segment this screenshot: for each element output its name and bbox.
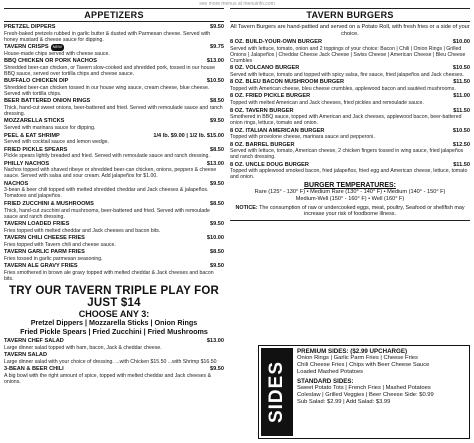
- appetizer-description: Fries smothered in brown ale gravy topped with melted cheddar & Jack cheeses and bacon bits.: [4, 269, 214, 282]
- appetizer-price: $9.50: [210, 118, 224, 125]
- appetizer-description: Fries tossed in garlic parmesan seasoning.: [4, 255, 103, 262]
- appetizer-row: [4, 24, 224, 31]
- premium-sides-line: Chili Cheese Fries | Chips with Beer Cheese Sauce: [297, 362, 430, 368]
- appetizer-price: $8.50: [210, 249, 224, 256]
- burger-price: $11.50: [453, 161, 470, 168]
- appetizer-description: Served with cocktail sauce and lemon wedge.: [4, 139, 109, 146]
- burger-row: [230, 39, 470, 46]
- sides-vertical-label: SIDES: [266, 360, 287, 424]
- burger-row: [230, 79, 470, 86]
- sides-box: [258, 345, 470, 439]
- salad-price: $9.50: [210, 366, 224, 373]
- salad-row: [4, 366, 224, 373]
- appetizer-price: $8.50: [210, 146, 224, 153]
- appetizer-description: Thick, hand-cut sweet onions, beer-battered and fried. Served with remoulade sauce and ranch dressing.: [4, 104, 223, 117]
- appetizer-row: [4, 58, 224, 65]
- burger-name: 8 OZ. BLEU BACON MUSHROOM BURGER: [230, 79, 345, 86]
- triple-play-line-2: Fried Pickle Spears | Fried Zucchini | Fried Mushrooms: [20, 326, 208, 336]
- appetizer-row: [4, 221, 224, 228]
- appetizer-description: 3-bean & beer chili topped with melted shredded cheddar and Jack cheeses & jalapeños. Tomatoes and jalapeños.: [4, 187, 209, 200]
- appetizer-description: Served with marinara sauce for dipping.: [4, 125, 96, 132]
- burger-row: [230, 65, 470, 72]
- burger-price: $11.00: [453, 93, 470, 100]
- burger-name: 8 OZ. FRIED PICKLE BURGER: [230, 93, 311, 100]
- salad-description: Large dinner salad topped with ham, bacon, Jack & cheddar cheese.: [4, 344, 162, 351]
- burger-description: Topped with applewood smoked bacon, fried jalapeños, fried egg and American cheese, lettuce, tomato and onion.: [230, 168, 468, 181]
- appetizer-name: BEER BATTERED ONION RINGS: [4, 98, 91, 105]
- salad-description: A big bowl with the right amount of spice, topped with melted cheddar and Jack cheeses & onions.: [4, 372, 212, 385]
- appetizer-name: NACHOS: [4, 180, 29, 187]
- appetizer-name: FRIED ZUCCHINI & MUSHROOMS: [4, 200, 94, 207]
- appetizer-row: [4, 263, 224, 270]
- notice-label: NOTICE:: [235, 205, 258, 212]
- appetizer-name: TAVERN CHILI CHEESE FRIES: [4, 235, 85, 242]
- burger-description: Served with lettuce, tomato, American cheese, 2 chicken fingers tossed in wing sauce, fried jalapeños and ranch dressing.: [230, 148, 464, 161]
- appetizer-name: PEEL & EAT SHRIMP: [4, 132, 60, 139]
- appetizer-name: TAVERN CRISPS: [4, 44, 49, 51]
- salad-row: [4, 338, 224, 345]
- burger-description: Topped with melted American and Jack cheeses, fried pickles and remoulade sauce.: [230, 100, 424, 107]
- triple-play-subtitle: CHOOSE ANY 3:: [78, 308, 150, 319]
- standard-sides-line: Sub Salad: $2.99 | Add Salad: $3.99: [297, 399, 391, 405]
- appetizer-row: [4, 78, 224, 85]
- premium-sides-heading: PREMIUM SIDES: ($2.99 UPCHARGE): [297, 348, 408, 355]
- appetizer-list: [4, 24, 224, 282]
- appetizer-price: $13.00: [206, 58, 224, 65]
- burger-name: 8 OZ. UNCLE DOUG BURGER: [230, 161, 309, 168]
- burger-name: 8 OZ. BUILD-YOUR-OWN BURGER: [230, 39, 322, 46]
- burger-price: $11.50: [453, 107, 470, 114]
- appetizer-description: Fries topped with Tavern chili and cheese sauce.: [4, 241, 116, 248]
- appetizer-row: [4, 161, 224, 168]
- burger-list: [230, 39, 470, 180]
- appetizer-price: 1/4 lb. $9.00 | 1/2 lb. $15.00: [153, 132, 224, 139]
- appetizer-row: [4, 98, 224, 105]
- appetizer-description: Fresh-baked pretzels rubbed in garlic butter & dusted with Parmesan cheese. Served with honey mustard & cheese sauce for dipping.: [4, 30, 211, 43]
- burger-description: Topped with provolone cheese, marinara sauce and pepperoni.: [230, 134, 375, 141]
- triple-play-line-1: Pretzel Dippers | Mozzarella Sticks | Onion Rings: [30, 317, 198, 327]
- appetizer-description: Shredded beer-can chicken, or Tavern slow-cooked and shredded pork, tossed in our house BBQ sauce, served over tortilla chips and cheese sauce.: [4, 64, 215, 77]
- premium-sides-list: [297, 355, 467, 376]
- sides-content: [297, 348, 467, 406]
- salad-name: TAVERN CHEF SALAD: [4, 338, 64, 345]
- appetizer-name: TAVERN GARLIC PARM FRIES: [4, 249, 85, 256]
- appetizer-name: MOZZARELLA STICKS: [4, 118, 65, 125]
- appetizer-price: $13.00: [206, 160, 224, 167]
- appetizer-name: FRIED PICKLE SPEARS: [4, 146, 68, 153]
- salad-price: $13.00: [206, 338, 224, 345]
- new-badge: NEW: [52, 44, 62, 50]
- appetizer-row: [4, 147, 224, 154]
- salad-name: 3-BEAN & BEER CHILI: [4, 366, 64, 373]
- right-column: [230, 8, 470, 221]
- burger-price: $12.50: [452, 141, 470, 148]
- salad-description: Large dinner salad with your choice of dressing. ...with Chicken $15.50 ...with Shrimp $16.50: [4, 358, 217, 365]
- appetizer-row: [4, 133, 224, 140]
- burger-row: [230, 128, 470, 135]
- appetizer-price: $9.50: [210, 221, 224, 228]
- notice-block: [230, 205, 470, 221]
- burger-description: Topped with American cheese, bleu cheese crumbles, applewood bacon and sautéed mushrooms.: [230, 85, 456, 92]
- sides-vertical-banner: [261, 348, 293, 436]
- standard-sides-line: Coleslaw | Grilled Veggies | Beer Cheese Side: $0.99: [297, 392, 434, 398]
- burger-name: 8 OZ. BARREL BURGER: [230, 141, 295, 148]
- appetizer-description: Pickle spears lightly breaded and fried. Served with remoulade sauce and ranch dressing.: [4, 153, 210, 160]
- premium-sides-line: Onion Rings | Garlic Parm Fries | Cheese Fries: [297, 355, 418, 361]
- salad-row: [4, 352, 224, 359]
- burger-row: [230, 93, 470, 100]
- appetizer-price: $10.00: [206, 235, 224, 242]
- premium-sides-line: Loaded Mashed Potatoes: [297, 369, 364, 375]
- salad-name: TAVERN SALAD: [4, 352, 47, 359]
- burger-description: Served with lettuce, tomato, onion and 2 toppings of your choice: Bacon | Chili | Onion Rings | Grilled Onions | Jalapeños | Cheddar Cheese Jack Cheese | Swiss Cheese | American Cheese | Bleu Cheese Crumbles: [230, 45, 466, 64]
- burger-name: 8 OZ. VOLCANO BURGER: [230, 65, 300, 72]
- appetizer-description: Fries topped with melted cheddar and Jack cheeses and bacon bits.: [4, 227, 161, 234]
- appetizer-price: $9.50: [210, 180, 224, 187]
- burger-row: [230, 108, 470, 115]
- burger-row: [230, 142, 470, 149]
- appetizer-name: BUFFALO CHICKEN DIP: [4, 78, 69, 85]
- burger-price: $10.50: [452, 127, 470, 134]
- burger-price: $11.50: [453, 79, 470, 86]
- appetizer-price: $9.50: [210, 263, 224, 270]
- triple-play-title: TRY OUR TAVERN TRIPLE PLAY FOR JUST $14: [8, 284, 220, 309]
- appetizer-row: [4, 181, 224, 188]
- burgers-intro: All Tavern Burgers are hand-pattied and served on a Potato Roll, with fresh fries or a side of your choice.: [230, 24, 470, 37]
- appetizer-row: [4, 235, 224, 242]
- appetizer-price: $9.50: [210, 24, 224, 30]
- appetizer-description: Nachos topped with shaved ribeye or shredded beer-can chicken, onions, peppers & cheese sauce. Served with salsa and sour cream. Add jalapeños for $1.00.: [4, 167, 217, 180]
- standard-sides-heading: STANDARD SIDES:: [297, 378, 354, 385]
- appetizer-row: [4, 44, 224, 51]
- standard-sides-line: Sweet Potato Tots | French Fries | Mashed Potatoes: [297, 385, 431, 391]
- burgers-heading: TAVERN BURGERS: [230, 8, 470, 22]
- appetizer-description: Shredded beer-can chicken tossed in our house wing sauce, cream cheese, blue cheese. Served with tortilla chips.: [4, 84, 210, 97]
- appetizers-heading: APPETIZERS: [4, 8, 224, 22]
- appetizer-price: $10.50: [206, 78, 224, 85]
- appetizer-name: PHILLY NACHOS: [4, 160, 50, 167]
- burger-price: $10.50: [452, 65, 470, 72]
- appetizer-price: $8.50: [210, 200, 224, 207]
- burger-description: Smothered in BBQ sauce, topped with American and Jack cheeses, applewood bacon, beer-battered onion rings, lettuce, tomato and onion.: [230, 114, 462, 127]
- salad-list: [4, 338, 224, 385]
- appetizer-name: BBQ CHICKEN OR PORK NACHOS: [4, 58, 97, 65]
- burger-description: Served with lettuce, tomato and topped with spicy salsa, fire sauce, fried jalapeños and Jack cheeses.: [230, 71, 464, 78]
- appetizer-row: [4, 201, 224, 208]
- appetizer-price: $8.50: [210, 98, 224, 105]
- appetizer-price: $9.75: [210, 44, 224, 51]
- temperatures-heading: BURGER TEMPERATURES:: [303, 182, 397, 190]
- burger-name: 8 OZ. TAVERN BURGER: [230, 107, 294, 114]
- burger-row: [230, 162, 470, 169]
- standard-sides-list: [297, 385, 467, 406]
- appetizer-row: [4, 118, 224, 125]
- burger-price: $10.00: [452, 39, 470, 46]
- triple-play-block: [4, 285, 224, 336]
- burger-name: 8 OZ. ITALIAN AMERICAN BURGER: [230, 127, 325, 134]
- appetizer-name: PRETZEL DIPPERS: [4, 24, 56, 30]
- appetizer-name: TAVERN ALE GRAVY FRIES: [4, 263, 78, 270]
- watermark-text: see more menus at menuinfo.com: [199, 1, 275, 7]
- appetizer-description: Thick, hand-cut zucchini and mushrooms, beer-battered and fried. Served with remoulade sauce and ranch dressing.: [4, 207, 210, 220]
- temperatures-line-2: Medium-Well (150° - 160° F) • Well (160° F): [295, 196, 405, 203]
- left-column: [4, 8, 224, 386]
- appetizer-description: House-made chips served with cheese sauce.: [4, 50, 110, 57]
- temperatures-line-1: Rare (125° - 130° F) • Medium Rare (130° - 140° F) • Medium (140° - 150° F): [254, 189, 446, 196]
- notice-text: The consumption of raw or undercooked eggs, meat, poultry, Seafood or shellfish may increase your risk of foodborne illness.: [259, 205, 465, 218]
- appetizer-name: TAVERN LOADED FRIES: [4, 221, 70, 228]
- appetizer-row: [4, 249, 224, 256]
